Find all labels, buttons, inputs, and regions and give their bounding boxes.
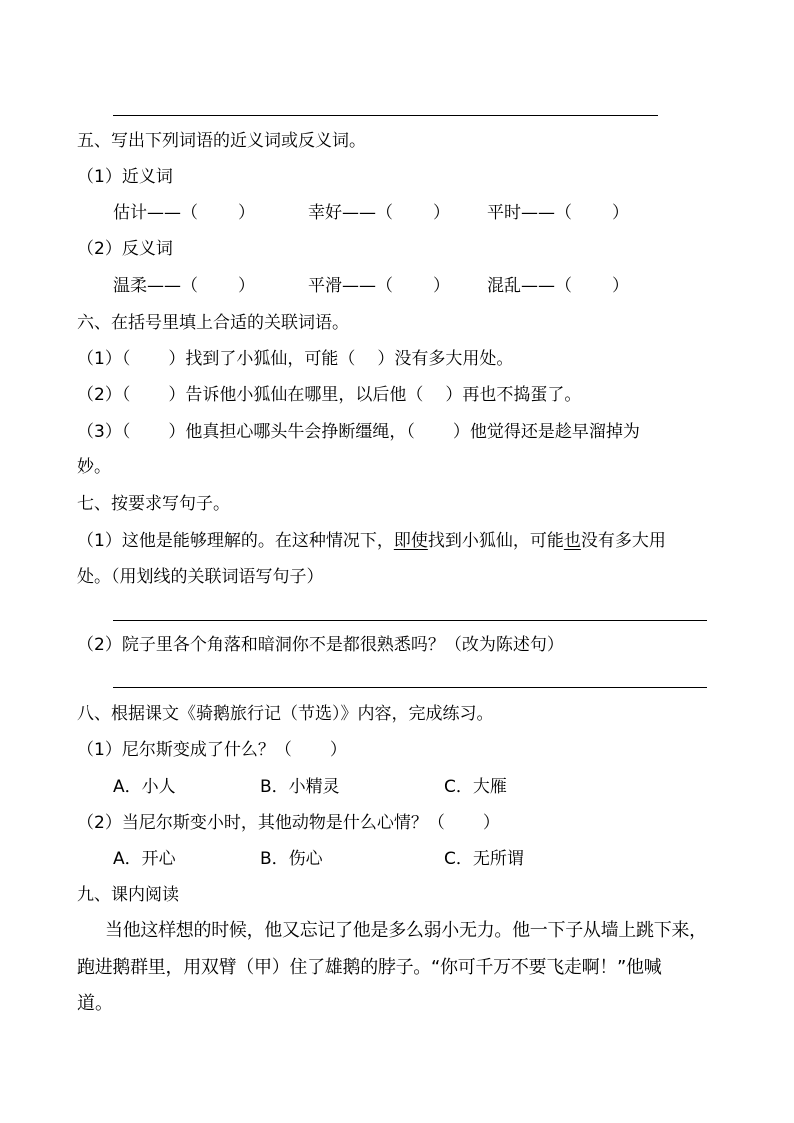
- q8-q1-option-b[interactable]: B．小精灵: [260, 777, 340, 797]
- item-word: 估计——（: [113, 203, 198, 223]
- q9-passage-line-3: 道。: [77, 993, 113, 1014]
- q5-syn-3: 平时——（ ）: [487, 203, 629, 223]
- q6-item-1: （1）（ ）找到了小狐仙，可能（ ）没有多大用处。: [77, 349, 514, 369]
- q9-passage-line-1: 当他这样想的时候，他又忘记了他是多么弱小无力。他一下子从墙上跳下来，: [105, 920, 707, 941]
- q7-sentence-1-cont: 处。（用划线的关联词语写句子）: [77, 567, 324, 587]
- q7-sentence-1: （1）这他是能够理解的。在这种情况下，即使找到小狐仙，可能也没有多大用: [77, 531, 666, 551]
- underlined-conjunction: 也: [563, 531, 581, 551]
- q5-syn-1: 估计——（ ）: [113, 203, 255, 223]
- q8-q1-option-a[interactable]: A．小人: [113, 777, 176, 797]
- q6-item-3-cont: 妙。: [77, 457, 111, 477]
- q5-syn-2: 幸好——（ ）: [308, 203, 450, 223]
- q5-ant-1: 温柔——（ ）: [113, 276, 255, 296]
- q6-item-2: （2）（ ）告诉他小狐仙在哪里，以后他（ ）再也不捣蛋了。: [77, 385, 582, 405]
- q6-item-3: （3）（ ）他真担心哪头牛会挣断缰绳，（ ）他觉得还是趁早溜掉为: [77, 422, 640, 442]
- q8-q2-option-a[interactable]: A．开心: [113, 849, 176, 869]
- item-word: 混乱——（: [487, 276, 572, 296]
- q7-sentence-2: （2）院子里各个角落和暗洞你不是都很熟悉吗？（改为陈述句）: [77, 635, 564, 655]
- answer-line-top[interactable]: [113, 115, 658, 116]
- q8-question-1: （1）尼尔斯变成了什么？（ ）: [77, 740, 347, 760]
- answer-line-q7-1[interactable]: [113, 620, 707, 621]
- underlined-conjunction: 即使: [393, 531, 428, 551]
- q8-q2-option-c[interactable]: C．无所谓: [444, 849, 524, 869]
- q8-q1-option-c[interactable]: C．大雁: [444, 777, 507, 797]
- q5-sub2: （2）反义词: [77, 239, 173, 259]
- q5-ant-3: 混乱——（ ）: [487, 276, 629, 296]
- q5-sub1: （1）近义词: [77, 167, 173, 187]
- q5-ant-2: 平滑——（ ）: [308, 276, 450, 296]
- q6-title: 六、在括号里填上合适的关联词语。: [77, 313, 349, 333]
- q5-title: 五、写出下列词语的近义词或反义词。: [77, 131, 366, 151]
- item-word: 幸好——（: [308, 203, 393, 223]
- q7-title: 七、按要求写句子。: [77, 494, 230, 514]
- answer-line-q7-2[interactable]: [113, 687, 707, 688]
- q9-passage-line-2: 跑进鹅群里，用双臂（甲）住了雄鹅的脖子。“你可千万不要飞走啊！”他喊: [77, 957, 662, 978]
- q9-title: 九、课内阅读: [77, 885, 179, 905]
- item-word: 平时——（: [487, 203, 572, 223]
- item-word: 温柔——（: [113, 276, 198, 296]
- q8-question-2: （2）当尼尔斯变小时，其他动物是什么心情？（ ）: [77, 813, 500, 833]
- q8-title: 八、根据课文《骑鹅旅行记（节选）》内容，完成练习。: [77, 704, 494, 724]
- q8-q2-option-b[interactable]: B．伤心: [260, 849, 323, 869]
- item-word: 平滑——（: [308, 276, 393, 296]
